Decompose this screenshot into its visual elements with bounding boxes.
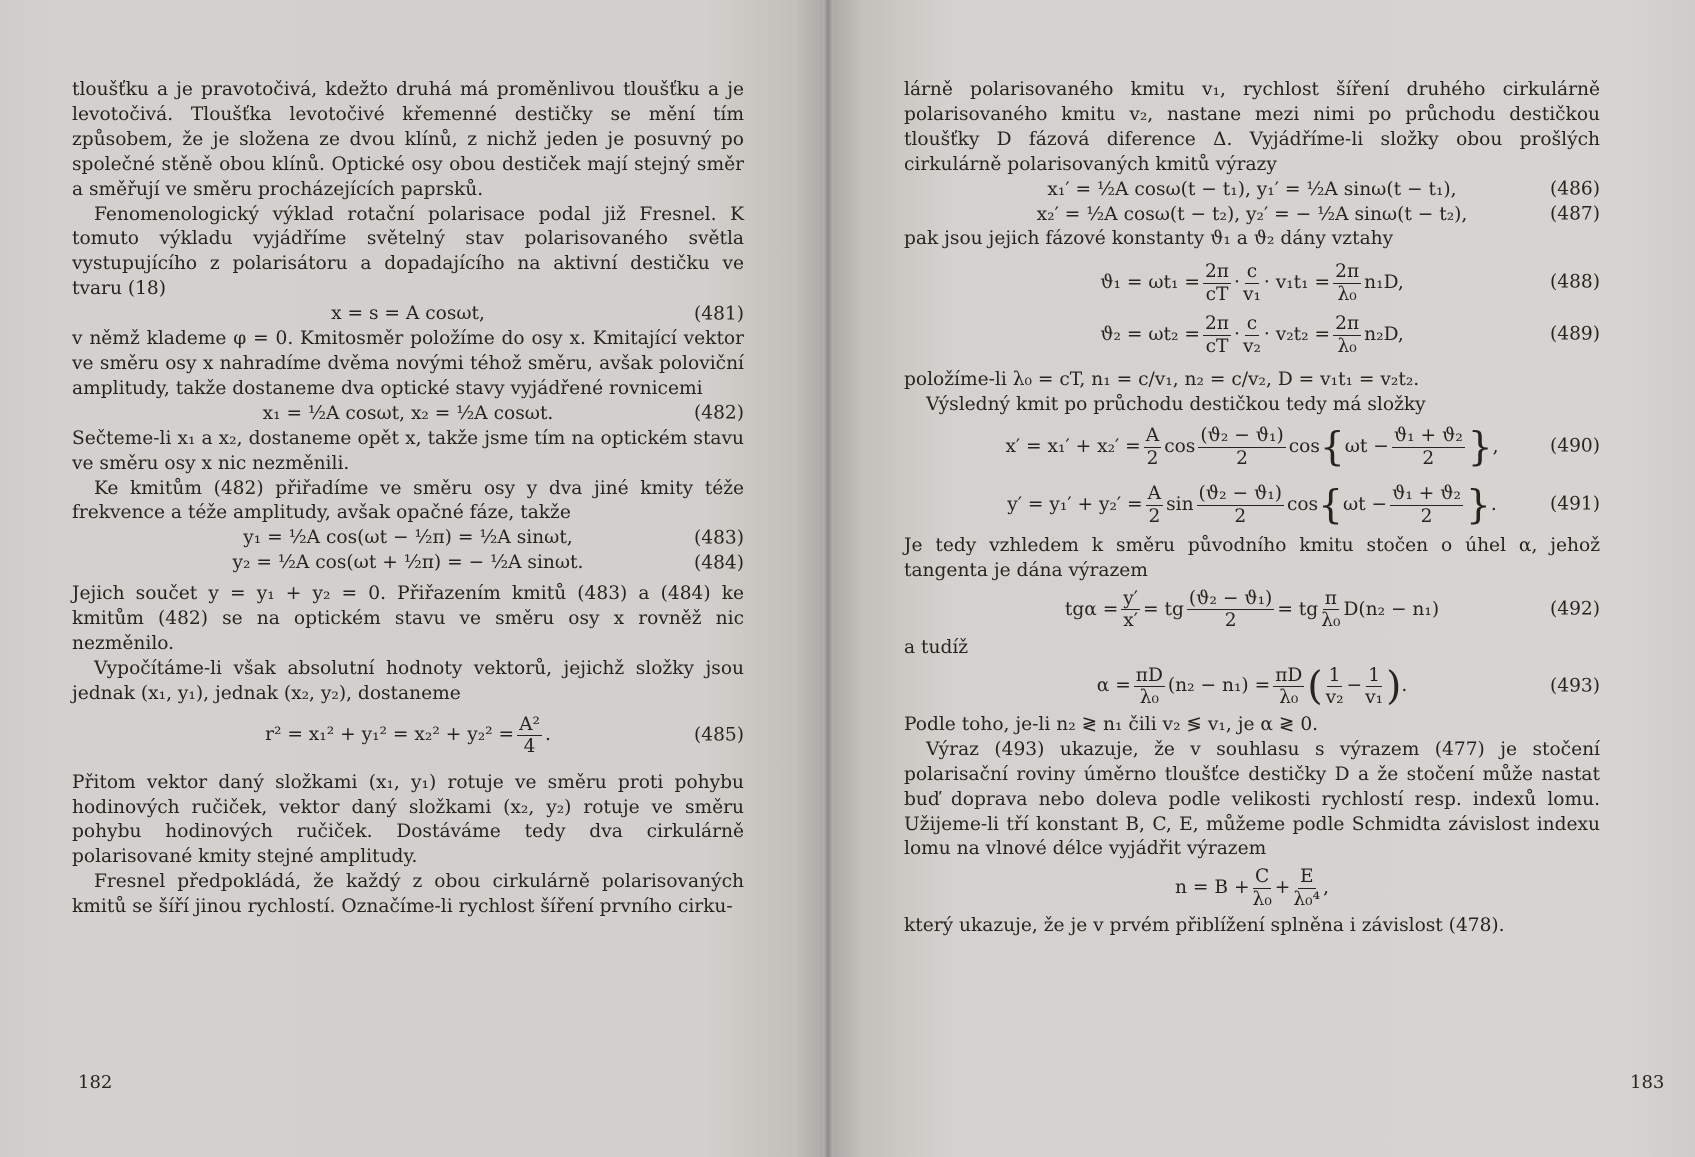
right-brace: }: [1465, 482, 1491, 528]
paragraph: Ke kmitům (482) přiřadíme ve směru osy y dva jiné kmity téže frekvence a téže amplitudy, avšak opačné fáze, takže: [72, 477, 744, 524]
equation-number: (490): [1550, 435, 1600, 457]
equation-486: x₁′ = ½A cosω(t − t₁), y₁′ = ½A sinω(t − t₁), (486): [904, 178, 1600, 203]
equation-number: (492): [1550, 598, 1600, 620]
left-paren: (: [1307, 664, 1323, 710]
left-brace: {: [1319, 424, 1345, 470]
paragraph: v němž klademe φ = 0. Kmitosměr položíme do osy x. Kmitající vektor ve směru osy x nahradíme dvěma novými téhož směru, avšak poloviční amplitudy, takže dostaneme dva optické stavy vyjádřené rovnicemi: [72, 328, 744, 399]
paragraph: Výraz (493) ukazuje, že v souhlasu s výrazem (477) je stočení polarisační roviny úměrno tloušťce destičky D a že stočení může nastat buď doprava nebo doleva podle velikosti rychlostí resp. indexů lomu. Užijeme-li tří konstant B, C, E, můžeme podle Schmidta závislost indexu lomu na vlnové délce vyjádřit výrazem: [904, 738, 1600, 860]
equation-491: y′ = y₁′ + y₂′ = $\frac{A}{2}$ sin $\frac{\text{(ϑ₂ − ϑ₁)}}{2}$ cos { ωt − $\frac{\text{ϑ₁ + ϑ₂}}{2}$ } . (491): [1007, 482, 1600, 528]
equation-number: (489): [1550, 323, 1600, 345]
left-page-text: [72, 78, 744, 920]
equation-488: ϑ₁ = ωt₁ = $\frac{2\pi}{cT}$ · $\frac{c}{\text{v₁}}$ · v₁t₁ = $\frac{2\pi}{\text{λ₀}}$ n₁D, (488): [1100, 261, 1600, 305]
paragraph: Sečteme-li x₁ a x₂, dostaneme opět x, takže jsme tím na optickém stavu ve směru osy x nic nezměnili.: [72, 427, 744, 474]
paragraph: tloušťku a je pravotočivá, kdežto druhá má proměnlivou tloušťku a je levotočivá. Tloušťka levotočivé křemenné destičky se mění tím způsobem, že je složena ze dvou klínů, z nichž jeden je posuvný po společné stěně obou klínů. Optické osy obou destiček mají stejný směr a směřují ve směru procházejících paprsků.: [72, 79, 744, 200]
equation-number: (482): [694, 402, 744, 424]
equation-490: x′ = x₁′ + x₂′ = $\frac{A}{2}$ cos $\frac{\text{(ϑ₂ − ϑ₁)}}{2}$ cos { ωt − $\frac{\text{ϑ₁ + ϑ₂}}{2}$ } , (490): [1005, 424, 1600, 470]
paragraph: Přitom vektor daný složkami (x₁, y₁) rotuje ve směru proti pohybu hodinových ručiček, vektor daný složkami (x₂, y₂) rotuje ve směru pohybu hodinových ručiček. Dostáváme tedy dva cirkulárně polarisované kmity stejné amplitudy.: [72, 771, 744, 868]
paragraph: Fresnel předpokládá, že každý z obou cirkulárně polarisovaných kmitů se šíří jinou rychlostí. Označíme-li rychlost šíření prvního cirku-: [72, 871, 744, 918]
equation-483: y₁ = ½A cos(ωt − ½π) = ½A sinωt, (483): [72, 526, 744, 551]
equation-number: (484): [694, 552, 744, 574]
equation-number: (493): [1550, 675, 1600, 697]
paragraph: a tudíž: [904, 636, 969, 658]
paragraph: Jejich součet y = y₁ + y₂ = 0. Přiřazením kmitů (483) a (484) ke kmitům (482) se na optickém stavu ve směru osy x rovněž nic nezměnilo.: [72, 583, 744, 654]
paragraph: Fenomenologický výklad rotační polarisace podal již Fresnel. K tomuto výkladu vyjádříme světelný stav polarisovaného světla vystupujícího z polarisátoru a dopadajícího na aktivní destičku ve tvaru (18): [72, 203, 744, 300]
equation-number: (488): [1550, 271, 1600, 293]
right-brace: }: [1467, 424, 1493, 470]
paragraph: Podle toho, je-li n₂ ≷ n₁ čili v₂ ≶ v₁, je α ≷ 0.: [904, 713, 1319, 735]
equation-number: (483): [694, 527, 744, 549]
equation-schmidt: n = B + $\frac{C}{\text{λ₀}}$ + $\frac{E}{\text{λ₀⁴}}$ ,: [1175, 866, 1329, 910]
paragraph: Je tedy vzhledem k směru původního kmitu stočen o úhel α, jehož tangenta je dána výrazem: [904, 535, 1600, 582]
paragraph: lárně polarisovaného kmitu v₁, rychlost šíření druhého cirkulárně polarisovaného kmitu v₂, nastane mezi nimi po průchodu destičkou tloušťky D fázová diference Δ. Vyjádříme-li složky obou prošlých cirkulárně polarisovaných kmitů výrazy: [904, 79, 1600, 175]
fraction: $\frac{\text{A²}}{4}$: [519, 713, 540, 758]
paragraph: Výsledný kmit po průchodu destičkou tedy má složky: [926, 394, 1426, 416]
equation-492: tgα = $\frac{y'}{x'}$ = tg $\frac{\text{(ϑ₂ − ϑ₁)}}{2}$ = tg $\frac{\pi}{\text{λ₀}}$ D(n₂ − n₁) (492): [1064, 588, 1600, 632]
equation-493: α = $\frac{\pi D}{\text{λ₀}}$ (n₂ − n₁) = $\frac{\pi D}{\text{λ₀}}$ ( $\frac{1}{\text{v₂}}$ − $\frac{1}{\text{v₁}}$ ) . (493): [1096, 664, 1600, 710]
equation-487: x₂′ = ½A cosω(t − t₂), y₂′ = − ½A sinω(t − t₂), (487): [904, 203, 1600, 228]
equation-number: (487): [1550, 203, 1600, 225]
equation-number: (481): [694, 303, 744, 325]
equation-484: y₂ = ½A cos(ωt + ½π) = − ½A sinωt. (484): [72, 551, 744, 576]
left-brace: {: [1318, 482, 1343, 528]
paragraph: Vypočítáme-li však absolutní hodnoty vektorů, jejichž složky jsou jednak (x₁, y₁), jednak (x₂, y₂), dostaneme: [72, 657, 744, 704]
right-paren: ): [1386, 664, 1402, 710]
equation-489: ϑ₂ = ωt₂ = $\frac{2\pi}{cT}$ · $\frac{c}{\text{v₂}}$ · v₂t₂ = $\frac{2\pi}{\text{λ₀}}$ n₂D, (489): [1100, 313, 1600, 357]
paragraph: který ukazuje, že je v prvém přiblížení splněna i závislost (478).: [904, 915, 1505, 937]
page-number: 182: [78, 1072, 113, 1093]
equation-485: r² = x₁² + y₁² = x₂² + y₂² = $\frac{\text{A²}}{4}$ . (485): [265, 713, 744, 758]
equation-number: (491): [1550, 493, 1600, 515]
equation-number: (486): [1550, 178, 1600, 200]
equation-482: x₁ = ½A cosωt, x₂ = ½A cosωt. (482): [72, 402, 744, 427]
left-page: [0, 0, 828, 1157]
equation-481: x = s = A cosωt, (481): [72, 302, 744, 327]
equation-number: (485): [694, 724, 744, 746]
book-gutter: [823, 0, 833, 1157]
right-page: [828, 0, 1695, 1157]
paragraph: pak jsou jejich fázové konstanty ϑ₁ a ϑ₂ dány vztahy: [904, 228, 1394, 250]
paragraph: položíme-li λ₀ = cT, n₁ = c/v₁, n₂ = c/v₂, D = v₁t₁ = v₂t₂.: [904, 369, 1420, 391]
page-number: 183: [1630, 1072, 1665, 1093]
right-page-text: [904, 78, 1600, 939]
